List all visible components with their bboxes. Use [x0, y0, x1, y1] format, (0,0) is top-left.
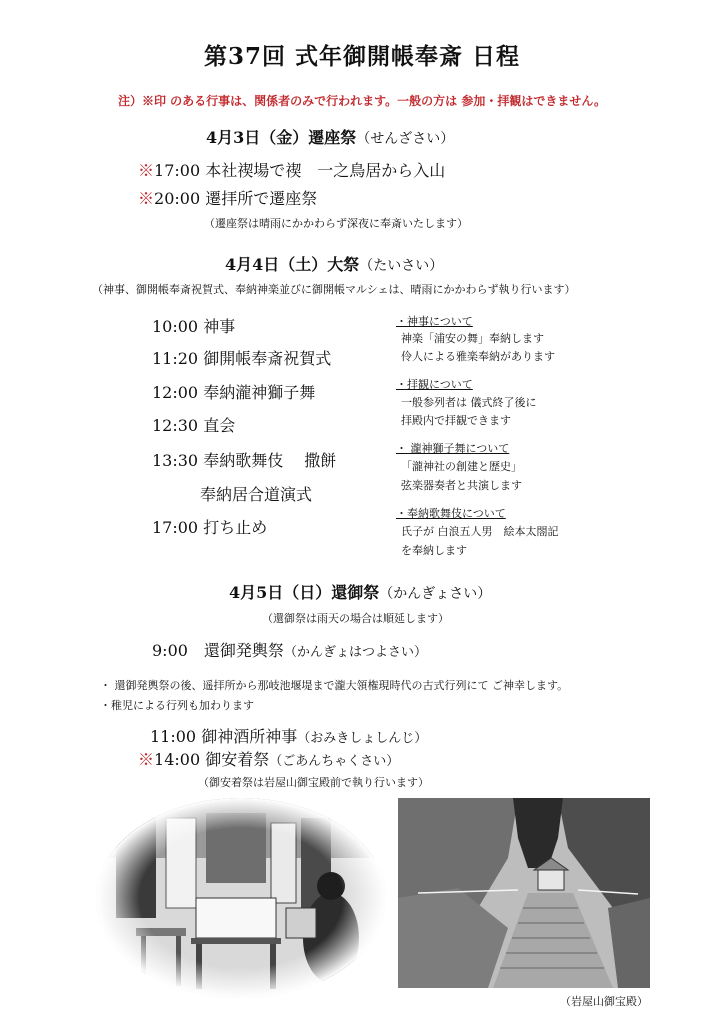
day1-item-2	[138, 186, 317, 209]
day2-item-7: 17:00 打ち止め	[152, 518, 268, 537]
side-note-line: 弦楽器奏者と共演します	[401, 479, 522, 492]
day3-item-2-kana: （おみきしょしんじ）	[297, 731, 428, 746]
restricted-mark: ※	[138, 750, 155, 769]
day3-last-note: （御安着祭は岩屋山御宝殿前で執り行います）	[198, 776, 429, 789]
side-note-line: 拝殿内で拝観できます	[401, 414, 511, 427]
side-note-heading: ・拝観について	[396, 378, 473, 391]
day1-item-1	[138, 158, 445, 181]
side-note-heading: ・神事について	[396, 315, 473, 328]
day3-item-2	[150, 724, 427, 747]
photo-caption: （岩屋山御宝殿）	[560, 995, 648, 1008]
day1-heading	[206, 125, 454, 148]
day2-item-5: 13:30 奉納歌舞伎 撒餅	[152, 451, 337, 470]
day1-item-2-text: 20:00 遷拝所で遷座祭	[154, 189, 318, 208]
day3-item-1-text: 9:00 還御発輿祭	[152, 641, 284, 660]
day2-note: （神事、御開帳奉斎祝賀式、奉納神楽並びに御開帳マルシェは、晴雨にかかわらず執り行います）	[92, 283, 576, 296]
day1-heading-text: 4月3日（金）遷座祭	[206, 128, 357, 147]
day2-heading-text: 4月4日（土）大祭	[225, 255, 360, 274]
day3-heading-text: 4月5日（日）還御祭	[229, 583, 380, 602]
day3-heading	[229, 580, 491, 603]
day3-item-3-text: 14:00 御安着祭	[154, 750, 270, 769]
day3-heading-kana: （かんぎょさい）	[379, 586, 492, 602]
day3-item-2-text: 11:00 御神酒所神事	[150, 727, 298, 746]
day2-item-1: 10:00 神事	[152, 317, 236, 336]
side-note-line: 一般参列者は 儀式終了後に	[401, 396, 537, 409]
side-note-line: 伶人による雅楽奉納があります	[401, 350, 555, 363]
day1-heading-kana: （せんざさい）	[356, 131, 455, 147]
day3-item-3-kana: （ごあんちゃくさい）	[269, 754, 400, 769]
ceremony-photo	[96, 798, 386, 998]
restricted-mark: ※	[138, 161, 155, 180]
side-note-line: 氏子が 白浪五人男 絵本太閤記	[401, 525, 559, 538]
day2-item-2: 11:20 御開帳奉斎祝賀式	[152, 349, 332, 368]
side-note-heading: ・ 瀧神獅子舞について	[396, 442, 510, 455]
day2-item-6: 奉納居合道演式	[200, 485, 313, 504]
day1-item-1-text: 17:00 本社禊場で禊 一之鳥居から入山	[154, 161, 446, 180]
day3-bullet-1: ・ 還御発輿祭の後、遥拝所から那岐池堰堤まで瀧大領権現時代の古式行列にて ご神幸します。	[100, 679, 569, 692]
day3-item-1	[152, 638, 427, 661]
day3-item-1-kana: （かんぎょはつよさい）	[283, 645, 427, 660]
day2-item-3: 12:00 奉納瀧神獅子舞	[152, 383, 316, 402]
day2-heading-kana: （たいさい）	[359, 258, 444, 274]
side-note-line: 神楽「浦安の舞」奉納します	[401, 332, 544, 345]
side-note-heading: ・奉納歌舞伎について	[396, 507, 506, 520]
restricted-mark: ※	[138, 189, 155, 208]
day3-item-3	[138, 747, 399, 770]
day2-item-4: 12:30 直会	[152, 416, 236, 435]
side-note-line: を奉納します	[401, 544, 467, 557]
day3-note: （還御祭は雨天の場合は順延します）	[262, 612, 449, 625]
shrine-photo	[398, 798, 650, 988]
day3-bullet-2: ・稚児による行列も加わります	[100, 699, 254, 712]
day2-heading	[225, 252, 443, 275]
day1-note: （遷座祭は晴雨にかかわらず深夜に奉斎いたします）	[204, 217, 468, 230]
notice-text: 注）※印 のある行事は、関係者のみで行われます。一般の方は 参加・拝観はできません。	[117, 94, 607, 108]
side-note-line: 「瀧神社の創建と歴史」	[401, 460, 522, 473]
page-title: 第37回 式年御開帳奉斎 日程	[203, 43, 521, 70]
